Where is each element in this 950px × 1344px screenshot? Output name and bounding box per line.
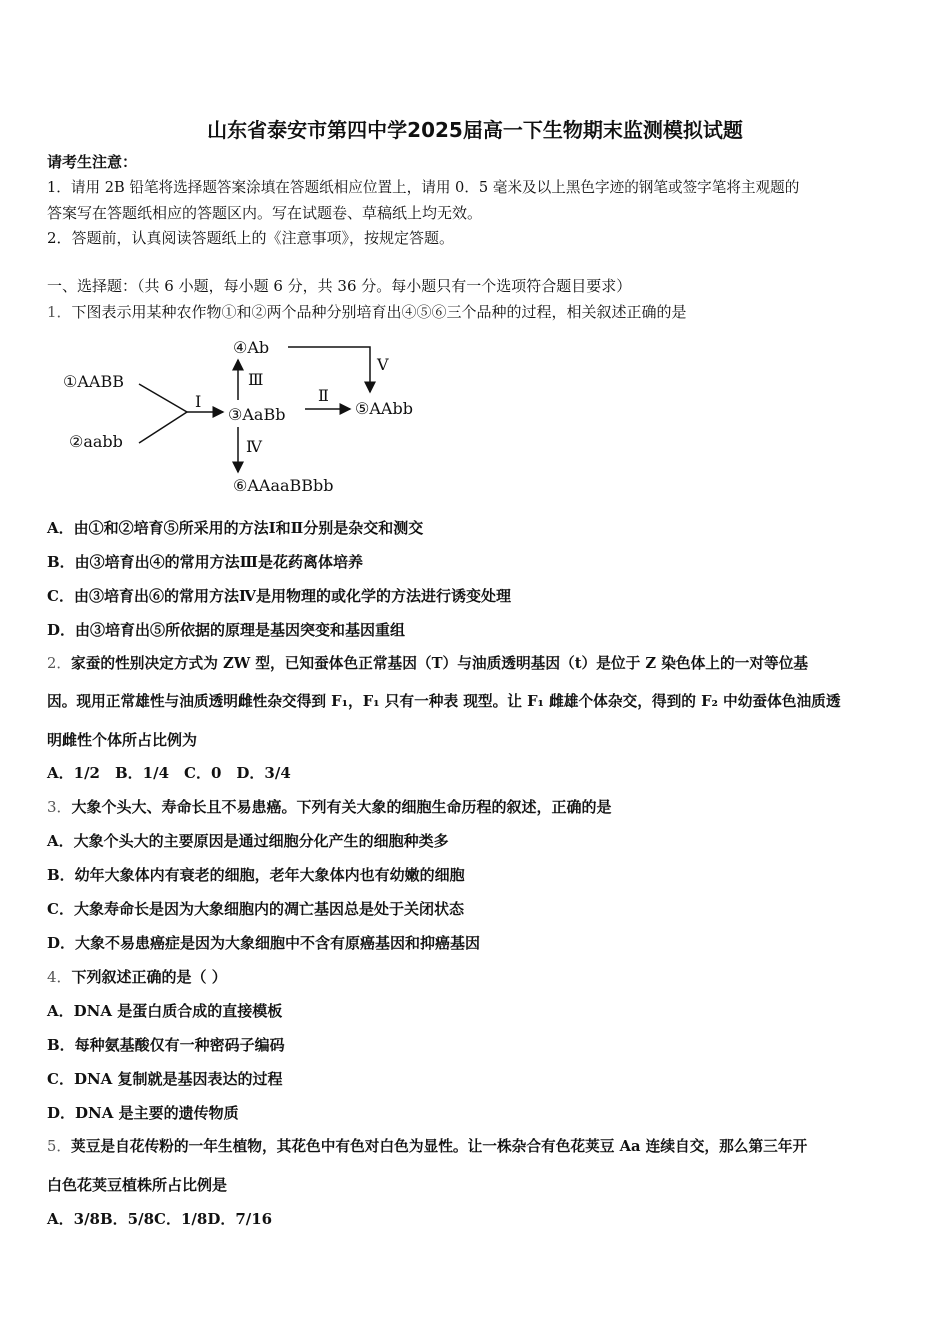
section-heading: 一、选择题：（共 6 小题，每小题 6 分，共 36 分。每小题只有一个选项符合题目要求）: [47, 277, 632, 295]
question-2-line-3: 明雌性个体所占比例为: [47, 731, 198, 749]
question-number: 2．: [47, 655, 72, 672]
question-4-stem: [47, 967, 227, 987]
notice-item-1b: 答案写在答题纸相应的答题区内。写在试题卷、草稿纸上均无效。: [47, 204, 483, 222]
q3-option-c: C．大象寿命长是因为大象细胞内的凋亡基因总是处于关闭状态: [47, 900, 464, 918]
step-5-label: Ⅴ: [377, 355, 389, 374]
q3-option-d: D．大象不易患癌症是因为大象细胞中不含有原癌基因和抑癌基因: [47, 934, 481, 952]
arrow-step-5: [288, 347, 370, 392]
q3-option-b: B．幼年大象体内有衰老的细胞，老年大象体内也有幼嫩的细胞: [47, 866, 465, 884]
question-2-line-1: [47, 654, 808, 674]
breeding-diagram: [55, 330, 455, 500]
node-2-text: ②aabb: [69, 432, 123, 451]
node-6-text: ⑥AAaaBBbb: [233, 476, 334, 495]
page-title: 山东省泰安市第四中学2025届高一下生物期末监测模拟试题: [207, 118, 743, 142]
node-4-text: ④Ab: [233, 338, 270, 357]
notice-item-2: 2．答题前，认真阅读答题纸上的《注意事项》，按规定答题。: [47, 229, 455, 247]
notice-heading: 请考生注意：: [47, 153, 138, 171]
notice-item-1a: 1．请用 2B 铅笔将选择题答案涂填在答题纸相应位置上，请用 0．5 毫米及以上黑色字迹的钢笔或签字笔将主观题的: [47, 179, 800, 196]
question-text: 下列叙述正确的是（ ）: [71, 968, 227, 986]
q4-option-d: D．DNA 是主要的遗传物质: [47, 1104, 239, 1122]
question-number: 1．: [47, 303, 72, 321]
node-1-text: ①AABB: [63, 372, 124, 391]
question-number: 5．: [47, 1138, 72, 1155]
q5-options: A．3/8B．5/8C．1/8D．7/16: [47, 1210, 273, 1228]
step-4-label: Ⅳ: [246, 437, 262, 456]
q4-option-c: C．DNA 复制就是基因表达的过程: [47, 1070, 283, 1088]
step-3-label: Ⅲ: [248, 370, 264, 389]
question-text: 荚豆是自花传粉的一年生植物，其花色中有色对白色为显性。让一株杂合有色花荚豆 Aa 连续自交，那么第三年开: [71, 1138, 808, 1155]
node-3-text: ③AaBb: [228, 405, 286, 424]
question-2-line-2: 因。现用正常雄性与油质透明雌性杂交得到 F₁，F₁ 只有一种表 现型。让 F₁ 雌雄个体杂交，得到的 F₂ 中幼蚕体色油质透: [47, 693, 841, 710]
question-5-line-2: 白色花荚豆植株所占比例是: [47, 1176, 228, 1194]
question-5-line-1: [47, 1137, 807, 1157]
arrow-1-to-merge: [139, 384, 187, 412]
q4-option-a: A．DNA 是蛋白质合成的直接模板: [47, 1002, 283, 1020]
question-3-stem: [47, 797, 612, 817]
question-1-stem: [47, 302, 687, 322]
q4-option-b: B．每种氨基酸仅有一种密码子编码: [47, 1036, 285, 1054]
node-5-text: ⑤AAbb: [355, 399, 413, 418]
step-2-label: Ⅱ: [318, 386, 329, 405]
question-text: 大象个头大、寿命长且不易患癌。下列有关大象的细胞生命历程的叙述，正确的是: [71, 798, 612, 816]
q1-option-b: B．由③培育出④的常用方法Ⅲ是花药离体培养: [47, 553, 363, 571]
q1-option-c: C．由③培育出⑥的常用方法Ⅳ是用物理的或化学的方法进行诱变处理: [47, 587, 511, 605]
arrow-2-to-merge: [139, 412, 187, 443]
question-text: 家蚕的性别决定方式为 ZW 型，已知蚕体色正常基因（T）与油质透明基因（t）是位于 Z 染色体上的一对等位基: [71, 655, 809, 672]
question-text: 下图表示用某种农作物①和②两个品种分别培育出④⑤⑥三个品种的过程，相关叙述正确的是: [71, 303, 687, 321]
q1-option-d: D．由③培育出⑤所依据的原理是基因突变和基因重组: [47, 621, 406, 639]
question-number: 3．: [47, 798, 72, 816]
q3-option-a: A．大象个头大的主要原因是通过细胞分化产生的细胞种类多: [47, 832, 449, 850]
step-1-label: Ⅰ: [195, 392, 202, 411]
q2-options: A．1/2 B．1/4 C．0 D．3/4: [47, 764, 291, 782]
q1-option-a: A．由①和②培育⑤所采用的方法Ⅰ和Ⅱ分别是杂交和测交: [47, 519, 424, 537]
question-number: 4．: [47, 968, 72, 986]
